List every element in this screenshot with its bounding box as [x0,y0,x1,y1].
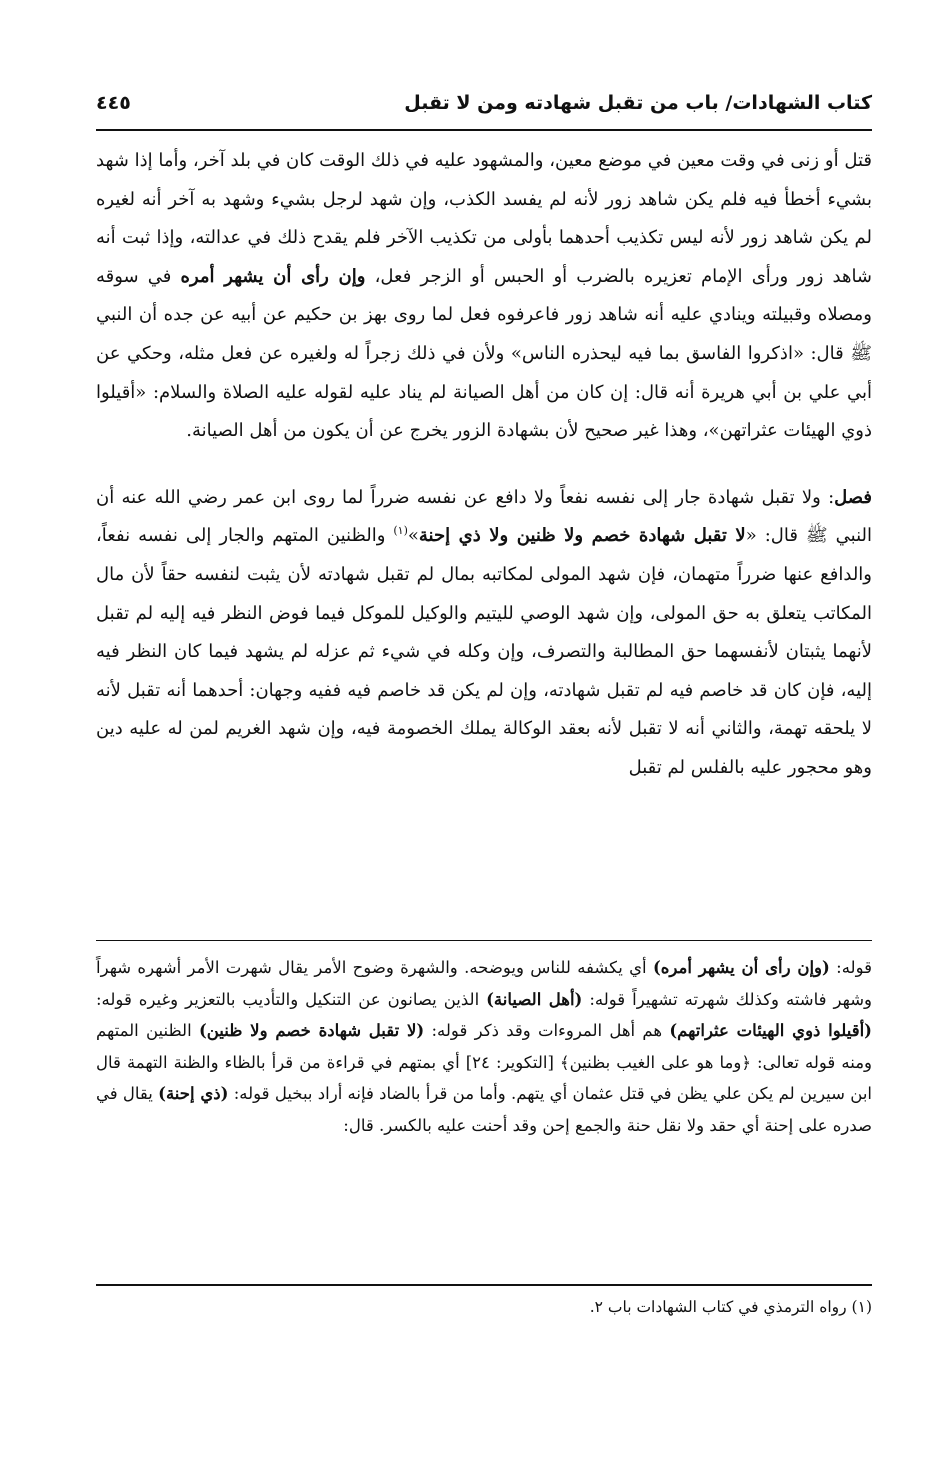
paragraph-2 [96,479,872,788]
paragraph-2-text-b: » [407,525,419,547]
commentary-lemma-5: (ذي إحنة) [158,1084,229,1103]
paragraph-2-text-c: والظنين المتهم والجار إلى نفسه نفعاً، والدافع عنها ضرراً متهمان، فإن شهد المولى لمكاتبه بمال لم تقبل شهادته لأن يثبت لنفسه حقاً لأن مال المكاتب يتعلق به حق المولى، وإن شهد الوصي لليتيم والوكيل للموكل فيما فوض النظر فيه إليه لم تقبل لأنهما يثبتان لأنفسهما حق المطالبة والتصرف، وإن وكله في شيء ثم عزله لم يشهد فيما كان النظر فيه إليه، فإن كان قد خاصم فيه لم تقبل شهادته، وإن لم يكن قد خاصم فيه ففيه وجهان: أحدهما أنه تقبل لأنه لا يلحقه تهمة، والثاني أنه لا تقبل لأنه بعقد الوكالة يملك الخصومة فيه، وإن شهد الغريم لمن له عليه دين وهو محجور عليه بالفلس لم تقبل [96,525,872,778]
paragraph-gap [96,451,872,479]
commentary-text-6: يقال في صدره على إحنة أي حقد ولا نقل حنة والجمع إحن وقد أحنت عليه بالكسر. قال: [96,1084,872,1135]
commentary-text-2: أي يكشفه للناس ويوضحه. والشهرة وضوح الأمر يقال شهرت الأمر أشهره شهراً وشهر فاشته وكذلك شهرته تشهيراً قوله: [96,958,873,1009]
paragraph-2-bold-hadith: لا تقبل شهادة خصم ولا ظنين ولا ذي إحنة [418,525,746,547]
commentary-lemma-4: (لا تقبل شهادة خصم ولا ظنين) [198,1021,425,1040]
paragraph-1-text-a: قتل أو زنى في وقت معين في موضع معين، والمشهود عليه في ذلك الوقت كان في بلد آخر، وأما إذا شهد بشيء أخطأ فيه فلم يكن شاهد زور لأنه لم يفسد الكذب، وإن شهد لرجل بشيء وشهد به آخر أنه لغيره لم يكن شاهد زور لأنه ليس تكذيب أحدهما بأولى من تكذيب الآخر فلم يقدح ذلك في عدالته، وإذا ثبت أنه شاهد زور ورأى الإمام تعزيره بالضرب أو الحبس أو الزجر فعل، [96,150,873,287]
paragraph-1-bold-phrase: وإن رأى أن يشهر أمره [180,265,366,287]
footnote-divider [96,1284,872,1286]
commentary-text-3: الذين يصانون عن التنكيل والتأديب بالتعزير وغيره قوله: [96,989,487,1009]
commentary-text-5: الظنين المتهم ومنه قوله تعالى: ﴿وما هو على الغيب بظنين﴾ [التكوير: ٢٤] أي بمتهم في قراءة من قرأ بالظاء والظنة التهمة قال ابن سيرين لم يكن علي يظن في قتل عثمان أي يتهم. وأما من قرأ بالضاد فإنه أراد ببخيل قوله: [96,1021,873,1103]
commentary-lemma-3: (أقيلوا ذوي الهيئات عثراتهم) [669,1021,872,1040]
paragraph-1-text-b: في سوقه ومصلاه وقبيلته وينادي عليه أنه شاهد زور فاعرفوه فعل لما روى بهز بن حكيم عن أبيه عن جده أن النبي ﷺ قال: «اذكروا الفاسق بما فيه ليحذره الناس» ولأن في ذلك زجراً له ولغيره عن فعل مثله، وحكي عن أبي علي بن أبي هريرة أنه قال: إن كان من أهل الصيانة لم يناد عليه لقوله عليه الصلاة والسلام: «أقيلوا ذوي الهيئات عثراتهن»، وهذا غير صحيح لأن بشهادة الزور يخرج عن أن يكون من أهل الصيانة. [96,265,872,442]
commentary-lemma-1: (وإن رأى أن يشهر أمره) [652,958,830,977]
paragraph-1 [96,142,872,451]
paragraph-2-text-a: : ولا تقبل شهادة جار إلى نفسه نفعاً ولا دافع عن نفسه ضرراً لما روى ابن عمر رضي الله عنه أن النبي ﷺ قال: « [96,486,872,547]
running-title: كتاب الشهادات/ باب من تقبل شهادته ومن لا تقبل [404,92,872,114]
commentary-lemma-2: (أهل الصيانة) [486,989,583,1009]
page-header [96,92,872,124]
commentary-text-1: قوله: [829,958,873,977]
header-rule [96,129,872,131]
commentary-divider [96,940,872,941]
footnote: (١) رواه الترمذي في كتاب الشهادات باب ٢. [589,1298,872,1316]
main-text [96,142,872,788]
page-number: ٤٤٥ [96,92,131,114]
commentary-text-4: هم أهل المروءات وقد ذكر قوله: [424,1021,670,1040]
section-label: فصل [834,486,872,508]
footnote-reference[interactable]: (١) [393,524,408,538]
commentary-block [96,952,872,1141]
